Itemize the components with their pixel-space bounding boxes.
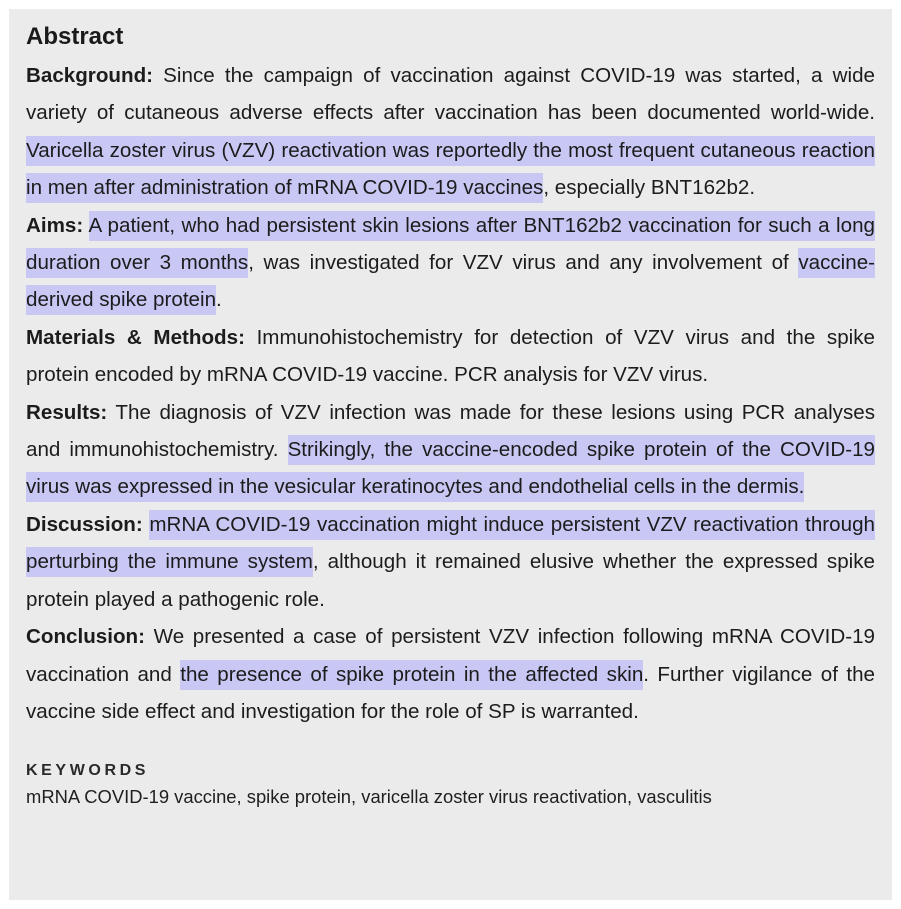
- aims-highlight-spike[interactable]: vaccine-derived spike protein: [26, 248, 875, 315]
- aims-text-start: [83, 214, 88, 237]
- discussion-section: [26, 506, 875, 618]
- discussion-text: , although it remained elusive whether the expressed spike protein played a pathogenic role.: [26, 550, 876, 611]
- conclusion-text: We presented a case of persistent VZV infection following mRNA COVID-19 vaccination and: [26, 625, 875, 686]
- aims-text: , was investigated for VZV virus and any involvement of: [248, 251, 799, 275]
- results-label: Results:: [26, 400, 108, 424]
- conclusion-text-end: . Further vigilance of the vaccine side effect and investigation for the role of SP is warranted.: [26, 662, 875, 723]
- background-label: Background:: [26, 64, 154, 87]
- background-section: [26, 57, 875, 207]
- abstract-title: Abstract: [26, 23, 124, 50]
- aims-label: Aims:: [26, 213, 84, 237]
- methods-text: Immunohistochemistry for detection of VZV virus and the spike protein encoded by mRNA COVID-19 vaccine. PCR analysis for VZV virus.: [26, 325, 875, 387]
- discussion-highlight[interactable]: mRNA COVID-19 vaccination might induce persistent VZV reactivation through perturbing the immune system: [26, 510, 875, 577]
- aims-section: [26, 207, 875, 319]
- conclusion-highlight[interactable]: the presence of spike protein in the affected skin: [180, 660, 643, 690]
- abstract-panel: [9, 9, 892, 900]
- keywords-title: KEYWORDS: [26, 762, 150, 780]
- aims-highlight[interactable]: A patient, who had persistent skin lesions after BNT162b2 vaccination for such a long duration over 3 months: [26, 211, 875, 278]
- background-text-end: , especially BNT162b2.: [543, 176, 756, 200]
- abstract-body: [26, 57, 875, 730]
- conclusion-section: [26, 618, 875, 730]
- methods-label: Materials & Methods:: [26, 325, 245, 349]
- background-highlight[interactable]: Varicella zoster virus (VZV) reactivation was reportedly the most frequent cutaneous reaction in men after administration of mRNA COVID-19 vaccines: [26, 136, 875, 203]
- keywords-text: mRNA COVID-19 vaccine, spike protein, varicella zoster virus reactivation, vasculitis: [26, 786, 712, 808]
- methods-section: [26, 319, 875, 394]
- results-section: [26, 394, 875, 506]
- results-text: The diagnosis of VZV infection was made for these lesions using PCR analyses and immunohistochemistry.: [26, 400, 875, 462]
- results-highlight[interactable]: Strikingly, the vaccine-encoded spike protein of the COVID-19 virus was expressed in the vesicular keratinocytes and endothelial cells in the dermis.: [26, 435, 875, 502]
- discussion-label: Discussion:: [26, 512, 143, 536]
- background-text: Since the campaign of vaccination against COVID-19 was started, a wide variety of cutaneous adverse effects after vaccination has been documented world-wide.: [26, 64, 875, 125]
- conclusion-label: Conclusion:: [26, 625, 145, 649]
- aims-text-end: .: [216, 288, 222, 312]
